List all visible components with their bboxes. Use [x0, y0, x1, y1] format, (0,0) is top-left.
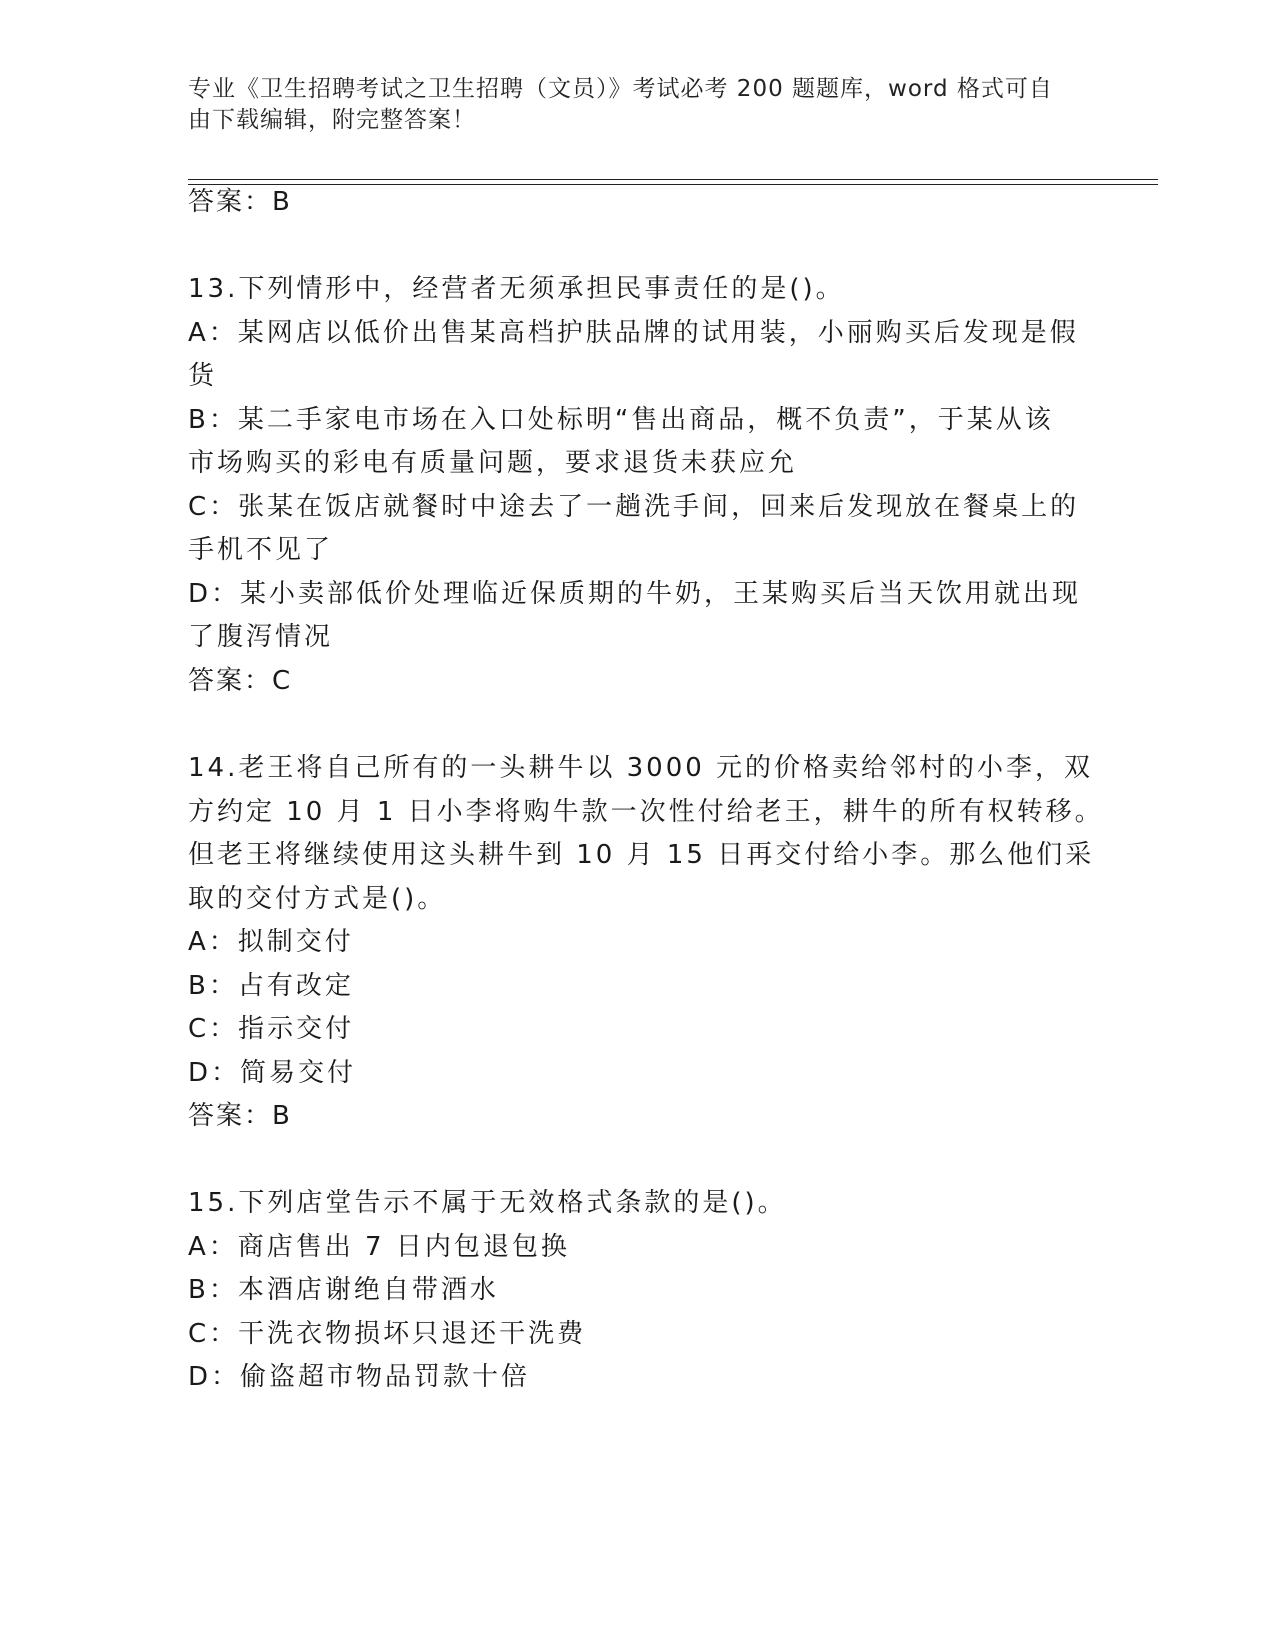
question-13-option-b: B：某二手家电市场在入口处标明“售出商品，概不负责”，于某从该 [188, 405, 1054, 435]
question-13-option-d: D：某小卖部低价处理临近保质期的牛奶，王某购买后当天饮用就出现 [188, 579, 1082, 609]
question-13-option-a: A：某网店以低价出售某高档护肤品牌的试用装，小丽购买后发现是假 [188, 318, 1079, 348]
question-13-answer: 答案：C [188, 666, 293, 696]
question-14-option-c: C：指示交付 [188, 1014, 355, 1044]
question-14-stem-2: 方约定 10 月 1 日小李将购牛款一次性付给老王，耕牛的所有权转移。 [188, 797, 1104, 827]
document-header [188, 74, 1068, 136]
header-line-2: 由下载编辑，附完整答案！ [188, 107, 476, 133]
question-14-option-b: B：占有改定 [188, 971, 354, 1001]
question-14-stem-1: 14.老王将自己所有的一头耕牛以 3000 元的价格卖给邻村的小李，双 [188, 753, 1094, 783]
question-15-stem: 15.下列店堂告示不属于无效格式条款的是()。 [188, 1188, 787, 1218]
question-13-stem: 13.下列情形中，经营者无须承担民事责任的是()。 [188, 274, 845, 304]
question-14-option-d: D：简易交付 [188, 1058, 357, 1088]
question-14-stem-4: 取的交付方式是()。 [188, 884, 447, 914]
question-15-option-d: D：偷盗超市物品罚款十倍 [188, 1362, 531, 1392]
question-14-stem-3: 但老王将继续使用这头耕牛到 10 月 15 日再交付给小李。那么他们采 [188, 840, 1095, 870]
question-15-option-c: C：干洗衣物损坏只退还干洗费 [188, 1319, 587, 1349]
header-divider-top [188, 179, 1158, 180]
header-divider-bottom [188, 184, 1158, 185]
header-line-1: 专业《卫生招聘考试之卫生招聘（文员）》考试必考 200 题题库，word 格式可自 [188, 76, 1053, 102]
question-14-option-a: A：拟制交付 [188, 927, 354, 957]
question-14-answer: 答案：B [188, 1101, 292, 1131]
question-15-option-a: A：商店售出 7 日内包退包换 [188, 1232, 570, 1262]
question-13-option-a-cont: 货 [188, 361, 218, 391]
question-13-option-c-cont: 手机不见了 [188, 535, 334, 565]
answer-line: 答案：B [188, 187, 292, 217]
question-13-option-c: C：张某在饭店就餐时中途去了一趟洗手间，回来后发现放在餐桌上的 [188, 492, 1080, 522]
question-13-option-b-cont: 市场购买的彩电有质量问题，要求退货未获应允 [188, 448, 798, 478]
question-13-option-d-cont: 了腹泻情况 [188, 622, 334, 652]
question-15-option-b: B：本酒店谢绝自带酒水 [188, 1275, 499, 1305]
